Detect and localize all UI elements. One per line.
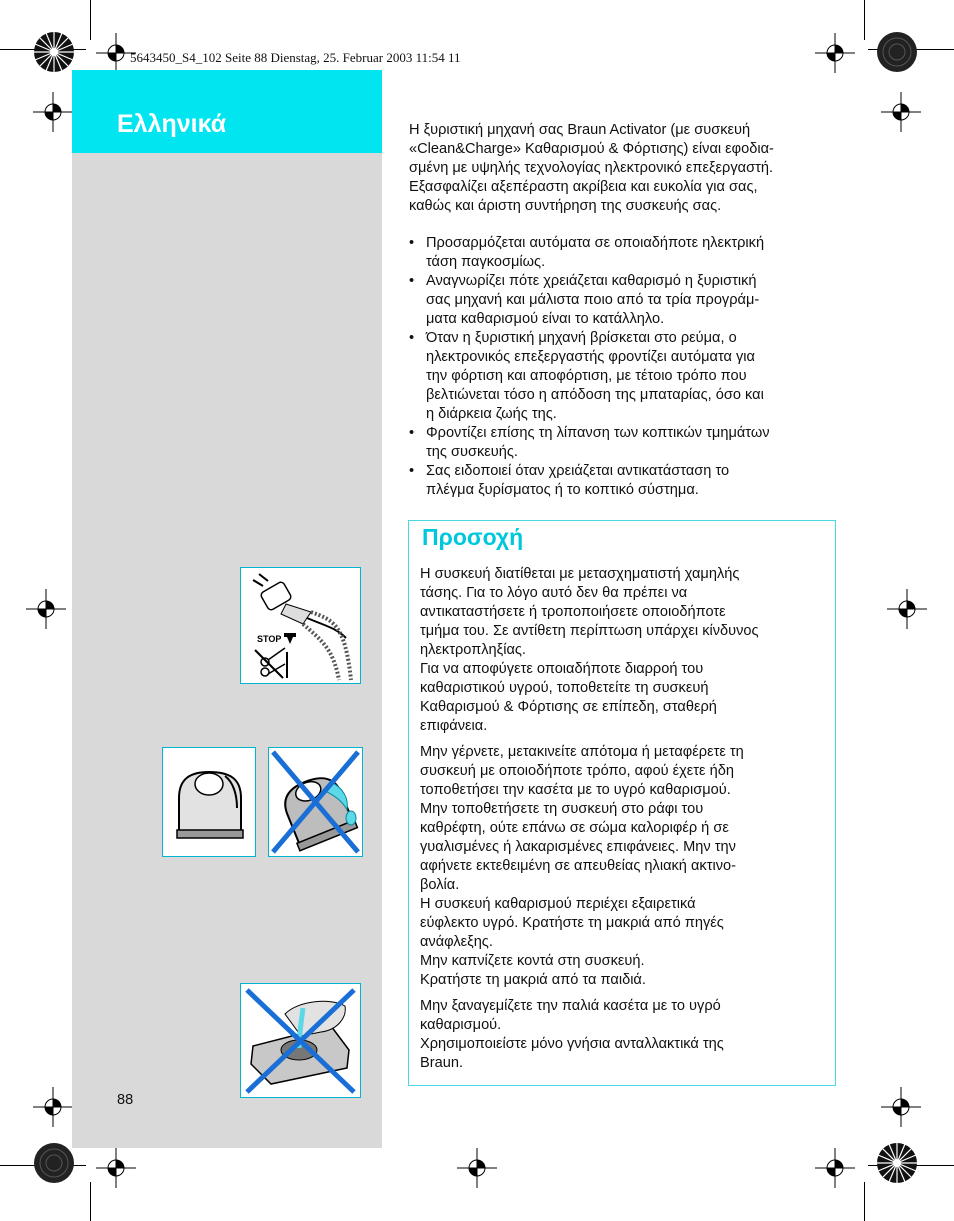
page-number: 88 bbox=[117, 1092, 134, 1108]
list-item-line: η διάρκεια ζωής της. bbox=[426, 406, 557, 422]
tilted-station-icon bbox=[269, 748, 362, 856]
intro-line: «Clean&Charge» Καθαρισμού & Φόρτισης) είναι εφοδια- bbox=[409, 141, 774, 157]
figure-refill-crossed bbox=[240, 983, 361, 1098]
list-item-line: • Φροντίζει επίσης τη λίπανση των κοπτικών τμημάτων bbox=[426, 425, 770, 441]
registration-rosette-icon bbox=[33, 31, 75, 73]
list-item-line: τάση παγκοσμίως. bbox=[426, 254, 546, 270]
list-item-line: πλέγμα ξυρίσματος ή το κοπτικό σύστημα. bbox=[426, 482, 699, 498]
caution-line: εύφλεκτο υγρό. Κρατήστε τη μακριά από πηγές bbox=[420, 915, 724, 931]
language-heading: Ελληνικά bbox=[117, 110, 227, 138]
caution-line: ανάφλεξης. bbox=[420, 934, 493, 950]
caution-line: αφήνετε εκτεθειμένη σε απευθείας ηλιακή ακτινο- bbox=[420, 858, 736, 874]
caution-line: βολία. bbox=[420, 877, 460, 893]
crosshair-mark-icon bbox=[457, 1148, 497, 1188]
caution-line: Χρησιμοποιείστε μόνο γνήσια ανταλλακτικά της bbox=[420, 1036, 724, 1052]
list-item-line: της συσκευής. bbox=[426, 444, 518, 460]
caution-line: γυαλισμένες ή λακαρισμένες επιφάνειες. Μην την bbox=[420, 839, 736, 855]
caution-line: τάσης. Για το λόγο αυτό δεν θα πρέπει να bbox=[420, 585, 688, 601]
figure-station-tilted-crossed bbox=[268, 747, 363, 857]
crop-line bbox=[864, 1182, 865, 1221]
caution-line: συσκευή με οποιοδήποτε τρόπο, αφού έχετε ήδη bbox=[420, 763, 734, 779]
list-item-line: • Σας ειδοποιεί όταν χρειάζεται αντικατάσταση το bbox=[426, 463, 730, 479]
crosshair-mark-icon bbox=[96, 1148, 136, 1188]
stop-label: STOP bbox=[257, 634, 282, 644]
crosshair-mark-icon bbox=[881, 1087, 921, 1127]
list-item bbox=[409, 234, 841, 272]
caution-line: Μην γέρνετε, μετακινείτε απότομα ή μεταφέρετε τη bbox=[420, 744, 744, 760]
figure-station-upright bbox=[162, 747, 256, 857]
list-item bbox=[409, 329, 841, 424]
registration-rosette-icon bbox=[33, 1142, 75, 1184]
caution-line: Η συσκευή καθαρισμού περιέχει εξαιρετικά bbox=[420, 896, 696, 912]
list-item-line: • Προσαρμόζεται αυτόματα σε οποιαδήποτε ηλεκτρική bbox=[426, 235, 765, 251]
intro-line: καθώς και άριστη συντήρηση της συσκευής σας. bbox=[409, 198, 722, 214]
list-item-line: βελτιώνεται τόσο η απόδοση της μπαταρίας, όσο και bbox=[426, 387, 764, 403]
caution-line: Braun. bbox=[420, 1055, 463, 1071]
caution-body bbox=[420, 565, 830, 1080]
caution-line: ηλεκτροπληξίας. bbox=[420, 642, 526, 658]
figure-plug-stop bbox=[240, 567, 361, 684]
caution-line: Η συσκευή διατίθεται με μετασχηματιστή χαμηλής bbox=[420, 566, 740, 582]
caution-paragraph bbox=[420, 743, 830, 990]
crosshair-mark-icon bbox=[815, 1148, 855, 1188]
intro-line: Η ξυριστική μηχανή σας Braun Activator (με συσκευή bbox=[409, 122, 751, 138]
crop-line bbox=[864, 0, 865, 40]
caution-line: Μην τοποθετήσετε τη συσκευή στο ράφι του bbox=[420, 801, 704, 817]
caution-line: τοποθετήσει την κασέτα με το υγρό καθαρισμού. bbox=[420, 782, 731, 798]
list-item-line: ματα καθαρισμού είναι το κατάλληλο. bbox=[426, 311, 665, 327]
caution-paragraph bbox=[420, 997, 830, 1073]
crop-line bbox=[90, 0, 91, 40]
list-item-line: ηλεκτρονικός επεξεργαστής φροντίζει αυτόματα για bbox=[426, 349, 755, 365]
plug-cable-illustration bbox=[241, 568, 360, 683]
intro-line: σμένη με υψηλής τεχνολογίας ηλεκτρονικό επεξεργαστή. bbox=[409, 160, 774, 176]
list-item-line: την φόρτιση και αποφόρτιση, με τέτοιο τρόπο που bbox=[426, 368, 747, 384]
list-item bbox=[409, 272, 841, 329]
caution-line: Μην καπνίζετε κοντά στη συσκευή. bbox=[420, 953, 645, 969]
crosshair-mark-icon bbox=[33, 92, 73, 132]
crosshair-mark-icon bbox=[26, 589, 66, 629]
list-item-line: • Όταν η ξυριστική μηχανή βρίσκεται στο ρεύμα, ο bbox=[426, 330, 737, 346]
caution-line: αντικαταστήσετε ή τροποποιήσετε οποιοδήποτε bbox=[420, 604, 726, 620]
list-item bbox=[409, 424, 841, 462]
caution-line: Καθαρισμού & Φόρτισης σε επίπεδη, σταθερή bbox=[420, 699, 717, 715]
crosshair-mark-icon bbox=[815, 33, 855, 73]
caution-line: καθαρισμού. bbox=[420, 1017, 502, 1033]
crosshair-mark-icon bbox=[881, 92, 921, 132]
list-item-line: • Αναγνωρίζει πότε χρειάζεται καθαρισμό η ξυριστική bbox=[426, 273, 757, 289]
cleaning-station-icon bbox=[163, 748, 255, 856]
list-item-line: σας μηχανή και μάλιστα ποιο από τα τρία προγράμ- bbox=[426, 292, 760, 308]
crosshair-mark-icon bbox=[887, 589, 927, 629]
registration-rosette-icon bbox=[876, 31, 918, 73]
registration-rosette-icon bbox=[876, 1142, 918, 1184]
caution-line: καθρέφτη, ούτε επάνω σε σώμα καλοριφέρ ή σε bbox=[420, 820, 729, 836]
crop-line bbox=[90, 1182, 91, 1221]
caution-line: Μην ξαναγεμίζετε την παλιά κασέτα με το υγρό bbox=[420, 998, 721, 1014]
caution-line: καθαριστικού υγρού, τοποθετείτε τη συσκευή bbox=[420, 680, 709, 696]
intro-paragraph bbox=[409, 121, 841, 216]
caution-line: Κρατήστε τη μακριά από τα παιδιά. bbox=[420, 972, 646, 988]
refill-cartridge-icon bbox=[241, 984, 360, 1097]
caution-line: Για να αποφύγετε οποιαδήποτε διαρροή του bbox=[420, 661, 704, 677]
crosshair-mark-icon bbox=[33, 1087, 73, 1127]
list-item bbox=[409, 462, 841, 500]
caution-heading: Προσοχή bbox=[422, 524, 524, 550]
caution-line: τμήμα του. Σε αντίθετη περίπτωση υπάρχει κίνδυνος bbox=[420, 623, 759, 639]
print-job-info: 5643450_S4_102 Seite 88 Dienstag, 25. Februar 2003 11:54 11 bbox=[130, 50, 461, 65]
feature-list bbox=[409, 234, 841, 500]
caution-paragraph bbox=[420, 565, 830, 736]
intro-line: Εξασφαλίζει αξεπέραστη ακρίβεια και ευκολία για σας, bbox=[409, 179, 758, 195]
caution-line: επιφάνεια. bbox=[420, 718, 488, 734]
